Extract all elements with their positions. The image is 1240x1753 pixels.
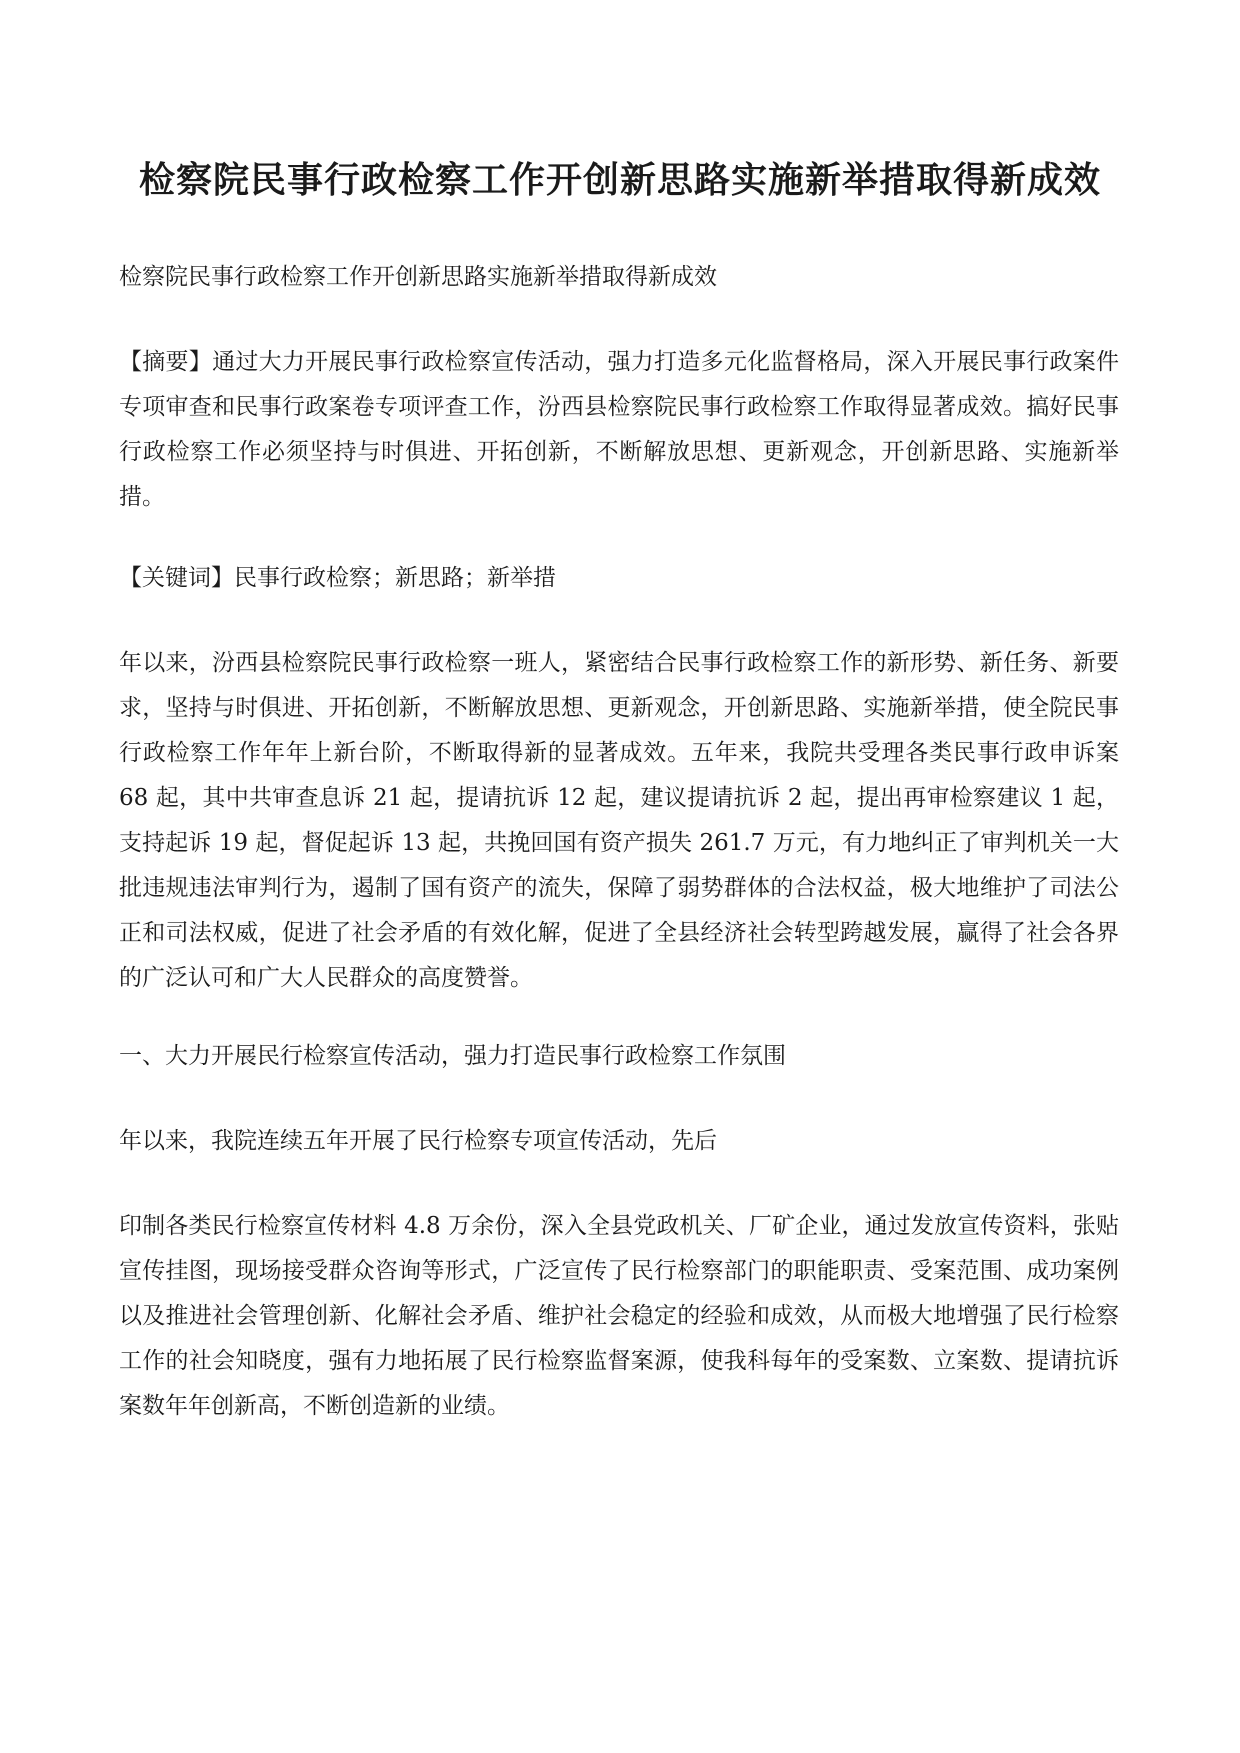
keywords-paragraph: [119, 556, 1119, 601]
abstract-text: 通过大力开展民事行政检察宣传活动，强力打造多元化监督格局，深入开展民事行政案件专项审查和民事行政案卷专项评查工作，汾西县检察院民事行政检察工作取得显著成效。搞好民事行政检察工作必须坚持与时俱进、开拓创新，不断解放思想、更新观念，开创新思路、实施新举措。: [119, 349, 1120, 510]
keywords-text: 民事行政检察；新思路；新举措: [234, 565, 556, 591]
abstract-label: 【摘要】: [119, 349, 213, 375]
intro-paragraph: 年以来，汾西县检察院民事行政检察一班人，紧密结合民事行政检察工作的新形势、新任务、新要求，坚持与时俱进、开拓创新，不断解放思想、更新观念，开创新思路、实施新举措，使全院民事行政检察工作年年上新台阶，不断取得新的显著成效。五年来，我院共受理各类民事行政申诉案 68 起，其中共审查息诉 21 起，提请抗诉 12 起，建议提请抗诉 2 起，提出再审检察建议 1 起，支持起诉 19 起，督促起诉 13 起，共挽回国有资产损失 261.7 万元，有力地纠正了审判机关一大批违规违法审判行为，遏制了国有资产的流失，保障了弱势群体的合法权益，极大地维护了司法公正和司法权威，促进了社会矛盾的有效化解，促进了全县经济社会转型跨越发展，赢得了社会各界的广泛认可和广大人民群众的高度赞誉。: [119, 650, 1119, 991]
document-title: 检察院民事行政检察工作开创新思路实施新举措取得新成效: [138, 159, 1101, 201]
section-one-heading: 一、大力开展民行检察宣传活动，强力打造民事行政检察工作氛围: [119, 1043, 786, 1069]
section-one-paragraph-2: 印制各类民行检察宣传材料 4.8 万余份，深入全县党政机关、厂矿企业，通过发放宣传资料，张贴宣传挂图，现场接受群众咨询等形式，广泛宣传了民行检察部门的职能职责、受案范围、成功案例以及推进社会管理创新、化解社会矛盾、维护社会稳定的经验和成效，从而极大地增强了民行检察工作的社会知晓度，强有力地拓展了民行检察监督案源，使我科每年的受案数、立案数、提请抗诉案数年年创新高，不断创造新的业绩。: [119, 1213, 1119, 1419]
document-subtitle: 检察院民事行政检察工作开创新思路实施新举措取得新成效: [119, 264, 717, 290]
section-one-paragraph-1: 年以来，我院连续五年开展了民行检察专项宣传活动，先后: [119, 1128, 717, 1154]
keywords-label: 【关键词】: [119, 565, 234, 591]
abstract-paragraph: [119, 340, 1119, 520]
